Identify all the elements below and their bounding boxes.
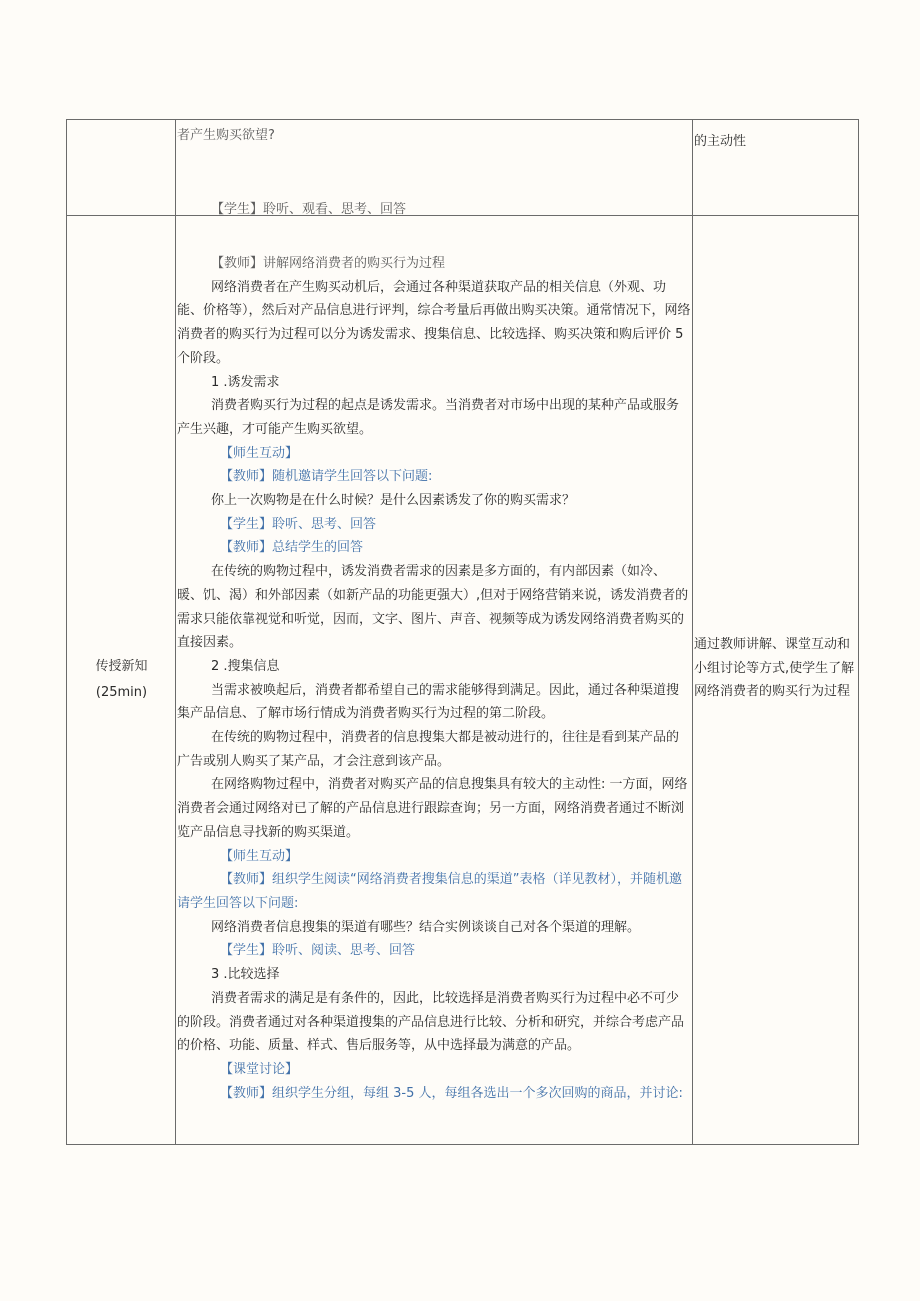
content-paragraph: 【教师】组织学生分组，每组 3-5 人，每组各选出一个多次回购的商品，并讨论: <box>220 1085 683 1101</box>
content-paragraph: 当需求被唤起后，消费者都希望自己的需求能够得到满足。因此，通过各种渠道搜集产品信息、了解市场行情成为消费者购买行为过程的第二阶段。 <box>177 682 680 722</box>
content-paragraph: 【学生】聆听、思考、回答 <box>220 516 377 532</box>
content-paragraph: 在网络购物过程中，消费者对购买产品的信息搜集具有较大的主动性: 一方面，网络消费者会通过网络对已了解的产品信息进行跟踪查询；另一方面，网络消费者通过不断浏览产品信息寻找新的购买渠道。 <box>177 777 688 840</box>
content-paragraph: 【师生互动】 <box>220 445 299 461</box>
content-paragraph: 网络消费者信息搜集的渠道有哪些？结合实例谈谈自己对各个渠道的理解。 <box>211 919 641 935</box>
content-paragraph: 在传统的购物过程中，消费者的信息搜集大都是被动进行的，往往是看到某产品的广告或别人购买了某产品，才会注意到该产品。 <box>177 730 680 769</box>
content-line: 者产生购买欲望? <box>177 128 275 143</box>
lesson-plan-table <box>66 119 859 1145</box>
content-paragraph: 【课堂讨论】 <box>220 1061 299 1077</box>
content-paragraph: 【教师】随机邀请学生回答以下问题: <box>220 469 433 485</box>
content-paragraph: 在传统的购物过程中，诱发消费者需求的因素是多方面的，有内部因素（如冷、暖、饥、渴）和外部因素（如新产品的功能更强大）,但对于网络营销来说，诱发消费者的需求只能依靠视觉和听觉，因而，文字、图片、声音、视频等成为诱发网络消费者购买的直接因素。 <box>177 564 689 651</box>
content-paragraph: 你上一次购物是在什么时候？是什么因素诱发了你的购买需求？ <box>211 493 576 509</box>
student-activity: 【学生】聆听、观看、思考、回答 <box>211 202 407 217</box>
table-row <box>67 120 859 216</box>
table-row <box>67 216 859 1145</box>
content-paragraph: 【教师】总结学生的回答 <box>220 540 364 556</box>
content-paragraph: 【教师】讲解网络消费者的购买行为过程 <box>211 256 446 271</box>
content-paragraph: 1 .诱发需求 <box>211 374 280 390</box>
stage-cell <box>67 216 176 1145</box>
stage-duration: (25min) <box>95 685 148 700</box>
content-cell <box>176 120 693 216</box>
design-note-cell <box>693 216 859 1145</box>
design-note: 通过教师讲解、课堂互动和小组讨论等方式,使学生了解网络消费者的购买行为过程 <box>694 637 855 699</box>
content-paragraph: 【师生互动】 <box>220 848 299 864</box>
content-paragraph: 2 .搜集信息 <box>211 658 280 674</box>
content-paragraph: 网络消费者在产生购买动机后，会通过各种渠道获取产品的相关信息（外观、功能、价格等），然后对产品信息进行评判，综合考量后再做出购买决策。通常情况下，网络消费者的购买行为过程可以分为诱发需求、搜集信息、比较选择、购买决策和购后评价 5 个阶段。 <box>177 279 691 366</box>
content-cell <box>176 216 693 1145</box>
design-note-cell <box>693 120 859 216</box>
content-paragraph: 3 .比较选择 <box>211 967 280 983</box>
stage-title: 传授新知 <box>95 659 148 674</box>
content-paragraph: 消费者购买行为过程的起点是诱发需求。当消费者对市场中出现的某种产品或服务产生兴趣，才可能产生购买欲望。 <box>177 398 680 437</box>
content-body <box>176 216 692 1105</box>
content-paragraph: 【教师】组织学生阅读“网络消费者搜集信息的渠道”表格（详见教材），并随机邀请学生回答以下问题: <box>177 872 682 911</box>
design-note: 的主动性 <box>694 134 747 149</box>
content-paragraph: 消费者需求的满足是有条件的，因此，比较选择是消费者购买行为过程中必不可少的阶段。消费者通过对各种渠道搜集的产品信息进行比较、分析和研究，并综合考虑产品的价格、功能、质量、样式、售后服务等，从中选择最为满意的产品。 <box>177 990 685 1054</box>
stage-cell <box>67 120 176 216</box>
content-paragraph: 【学生】聆听、阅读、思考、回答 <box>220 943 416 959</box>
